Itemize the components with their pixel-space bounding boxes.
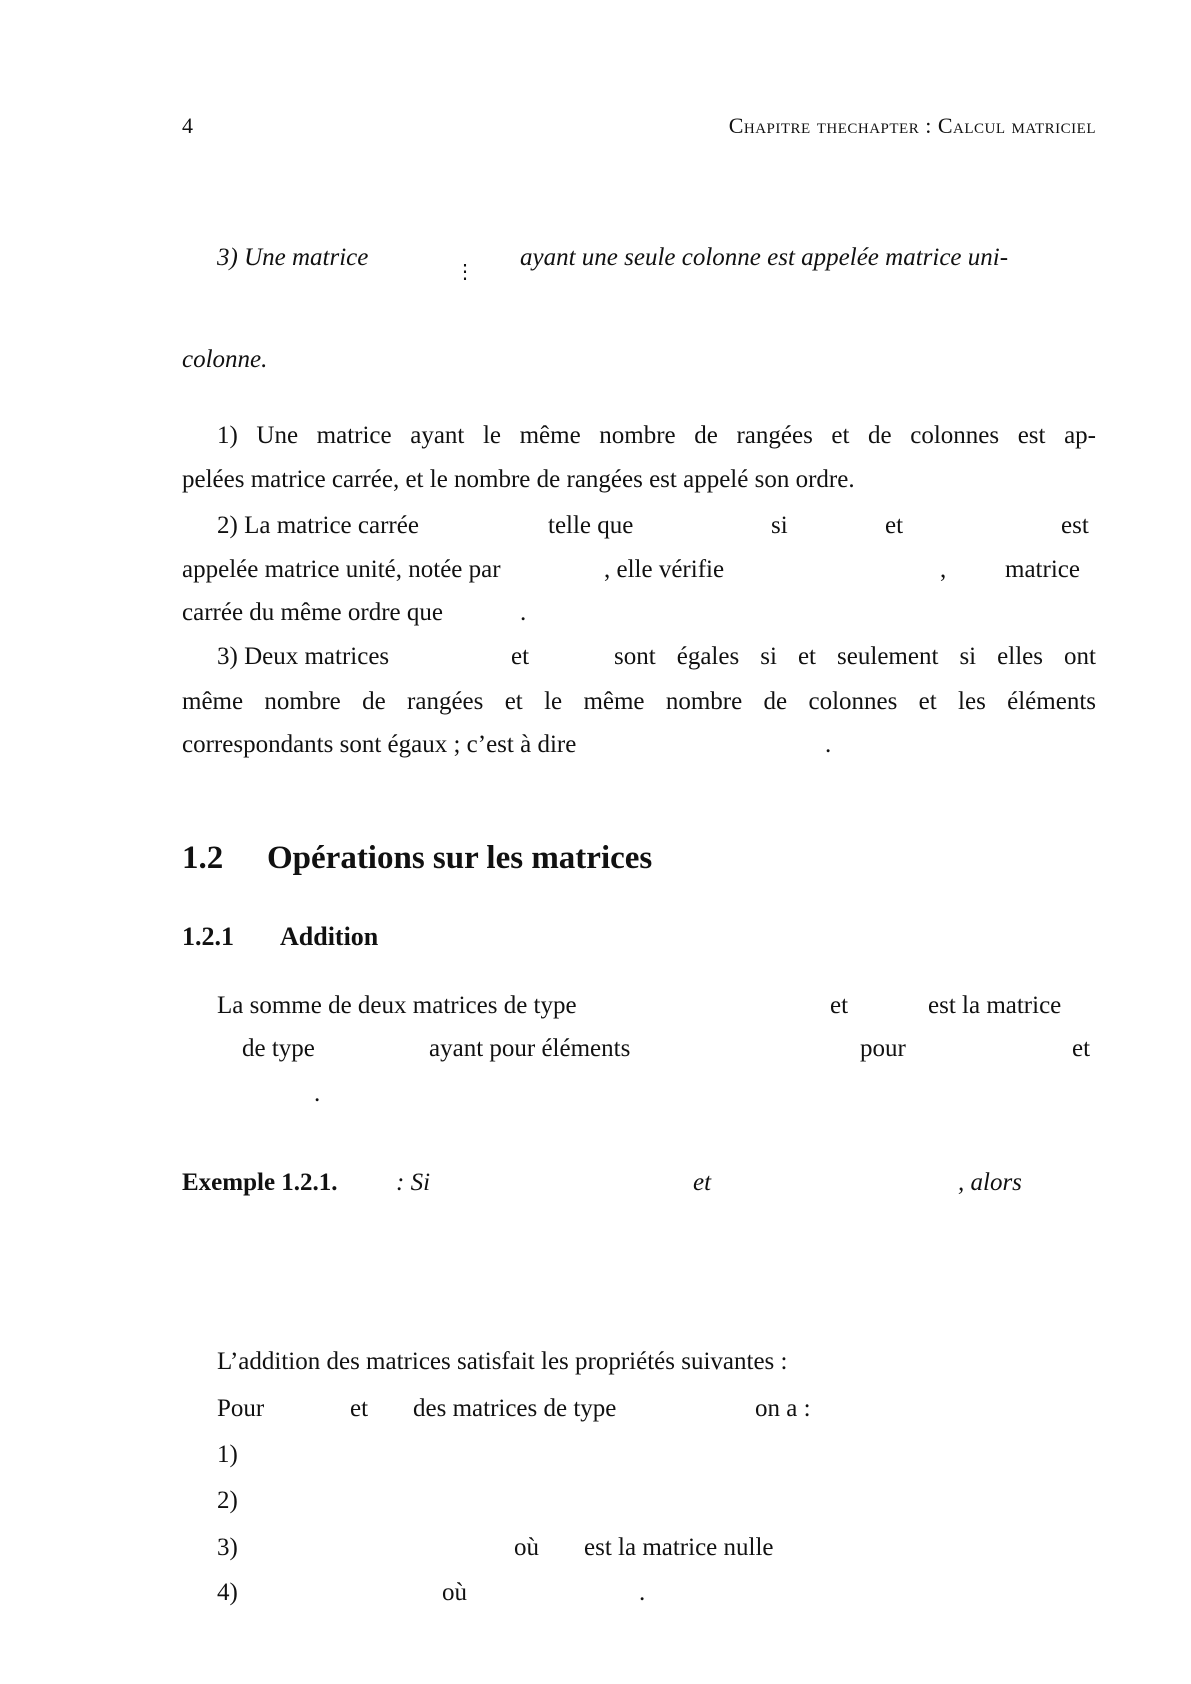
text-fragment: et (350, 1395, 369, 1422)
text-fragment: Pour (217, 1395, 265, 1422)
text-fragment: on a : (755, 1395, 811, 1422)
text-fragment: . (520, 599, 527, 626)
text-fragment: 3) Une matrice (217, 244, 369, 271)
text-fragment: est la matrice (928, 992, 1062, 1019)
example-label: Exemple 1.2.1. (182, 1169, 338, 1196)
text-fragment: et (885, 512, 904, 539)
text-line: 1) Une matrice ayant le même nombre de rangées et de colonnes est ap- (217, 422, 1096, 449)
text-fragment: , (940, 556, 947, 583)
text-fragment: 3) Deux matrices (217, 643, 390, 670)
text-fragment: et (693, 1169, 712, 1196)
running-header: Chapitre thechapter : Calcul matriciel (728, 113, 1096, 138)
text-fragment: ayant pour éléments (429, 1035, 631, 1062)
text-fragment: où (442, 1579, 467, 1606)
text-fragment: et (511, 643, 530, 670)
text-fragment: correspondants sont égaux ; c’est à dire (182, 731, 577, 758)
text-fragment: . (639, 1579, 646, 1606)
text-fragment: , elle vérifie (604, 556, 725, 583)
text-fragment: La somme de deux matrices de type (217, 992, 577, 1019)
text-fragment: pour (860, 1035, 906, 1062)
list-number: 3) (217, 1534, 238, 1561)
text-fragment: 2) La matrice carrée (217, 512, 419, 539)
text-fragment: carrée du même ordre que (182, 599, 443, 626)
text-fragment: matrice (1005, 556, 1080, 583)
vertical-dots: ⋮ (455, 261, 475, 283)
text-fragment: colonne. (182, 346, 268, 373)
list-number: 4) (217, 1579, 238, 1606)
section-title: Opérations sur les matrices (267, 840, 653, 876)
text-fragment: ayant une seule colonne est appelée matrice uni- (520, 244, 1009, 271)
text-fragment: telle que (548, 512, 634, 539)
list-number: 2) (217, 1487, 238, 1514)
text-fragment: , alors (958, 1169, 1022, 1196)
text-fragment: . (825, 731, 832, 758)
text-fragment: et (1072, 1035, 1091, 1062)
text-fragment: : Si (396, 1169, 431, 1196)
section-number: 1.2 (182, 840, 224, 876)
subsection-title: Addition (280, 922, 379, 951)
text-line: L’addition des matrices satisfait les propriétés suivantes : (217, 1348, 788, 1375)
text-fragment: et (830, 992, 849, 1019)
page-number: 4 (182, 113, 193, 138)
text-fragment: où (514, 1534, 539, 1561)
text-fragment: . (314, 1080, 321, 1107)
text-fragment: de type (242, 1035, 315, 1062)
text-fragment: appelée matrice unité, notée par (182, 556, 501, 583)
text-fragment: est (1061, 512, 1089, 539)
text-line: pelées matrice carrée, et le nombre de rangées est appelé son ordre. (182, 466, 855, 493)
text-line: même nombre de rangées et le même nombre de colonnes et les éléments (182, 688, 1096, 715)
subsection-number: 1.2.1 (182, 922, 234, 951)
list-number: 1) (217, 1441, 238, 1468)
text-fragment: sont égales si et seulement si elles ont (614, 643, 1096, 670)
text-fragment: si (771, 512, 788, 539)
text-fragment: est la matrice nulle (584, 1534, 774, 1561)
text-fragment: des matrices de type (413, 1395, 617, 1422)
